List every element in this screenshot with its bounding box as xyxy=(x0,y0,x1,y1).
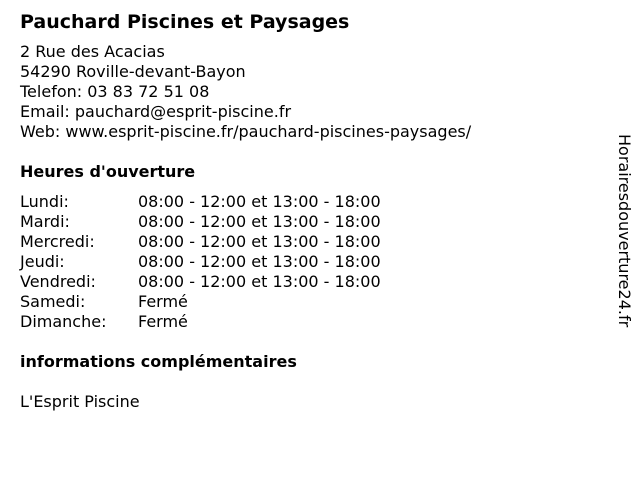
hours-row-samedi xyxy=(20,292,600,312)
day-label: Samedi: xyxy=(20,292,86,311)
time-value: 08:00 - 12:00 et 13:00 - 18:00 xyxy=(138,212,381,231)
city-address: 54290 Roville-devant-Bayon xyxy=(20,62,246,81)
day-label: Dimanche: xyxy=(20,312,107,331)
hours-row-mardi xyxy=(20,212,600,232)
additional-info-text: L'Esprit Piscine xyxy=(20,392,140,411)
day-label: Mardi: xyxy=(20,212,70,231)
time-value: 08:00 - 12:00 et 13:00 - 18:00 xyxy=(138,192,381,211)
hours-row-mercredi xyxy=(20,232,600,252)
time-value: 08:00 - 12:00 et 13:00 - 18:00 xyxy=(138,252,381,271)
business-card xyxy=(20,10,600,412)
time-value: Fermé xyxy=(138,312,188,331)
opening-hours-heading: Heures d'ouverture xyxy=(20,162,196,181)
time-value: 08:00 - 12:00 et 13:00 - 18:00 xyxy=(138,232,381,251)
day-label: Vendredi: xyxy=(20,272,96,291)
time-value: 08:00 - 12:00 et 13:00 - 18:00 xyxy=(138,272,381,291)
day-label: Mercredi: xyxy=(20,232,95,251)
opening-hours-table xyxy=(20,192,600,332)
business-name: Pauchard Piscines et Paysages xyxy=(20,11,350,33)
hours-row-jeudi xyxy=(20,252,600,272)
additional-info-heading: informations complémentaires xyxy=(20,352,297,371)
street-address: 2 Rue des Acacias xyxy=(20,42,165,61)
site-brand-text: Horairesdouverture24.fr xyxy=(615,134,634,328)
day-label: Lundi: xyxy=(20,192,69,211)
phone-number: Telefon: 03 83 72 51 08 xyxy=(20,82,210,101)
hours-row-vendredi xyxy=(20,272,600,292)
day-label: Jeudi: xyxy=(20,252,65,271)
hours-row-lundi xyxy=(20,192,600,212)
email-address: Email: pauchard@esprit-piscine.fr xyxy=(20,102,292,121)
website-url: Web: www.esprit-piscine.fr/pauchard-piscines-paysages/ xyxy=(20,122,472,141)
site-brand-vertical xyxy=(612,134,636,370)
time-value: Fermé xyxy=(138,292,188,311)
address-block xyxy=(20,42,600,142)
hours-row-dimanche xyxy=(20,312,600,332)
